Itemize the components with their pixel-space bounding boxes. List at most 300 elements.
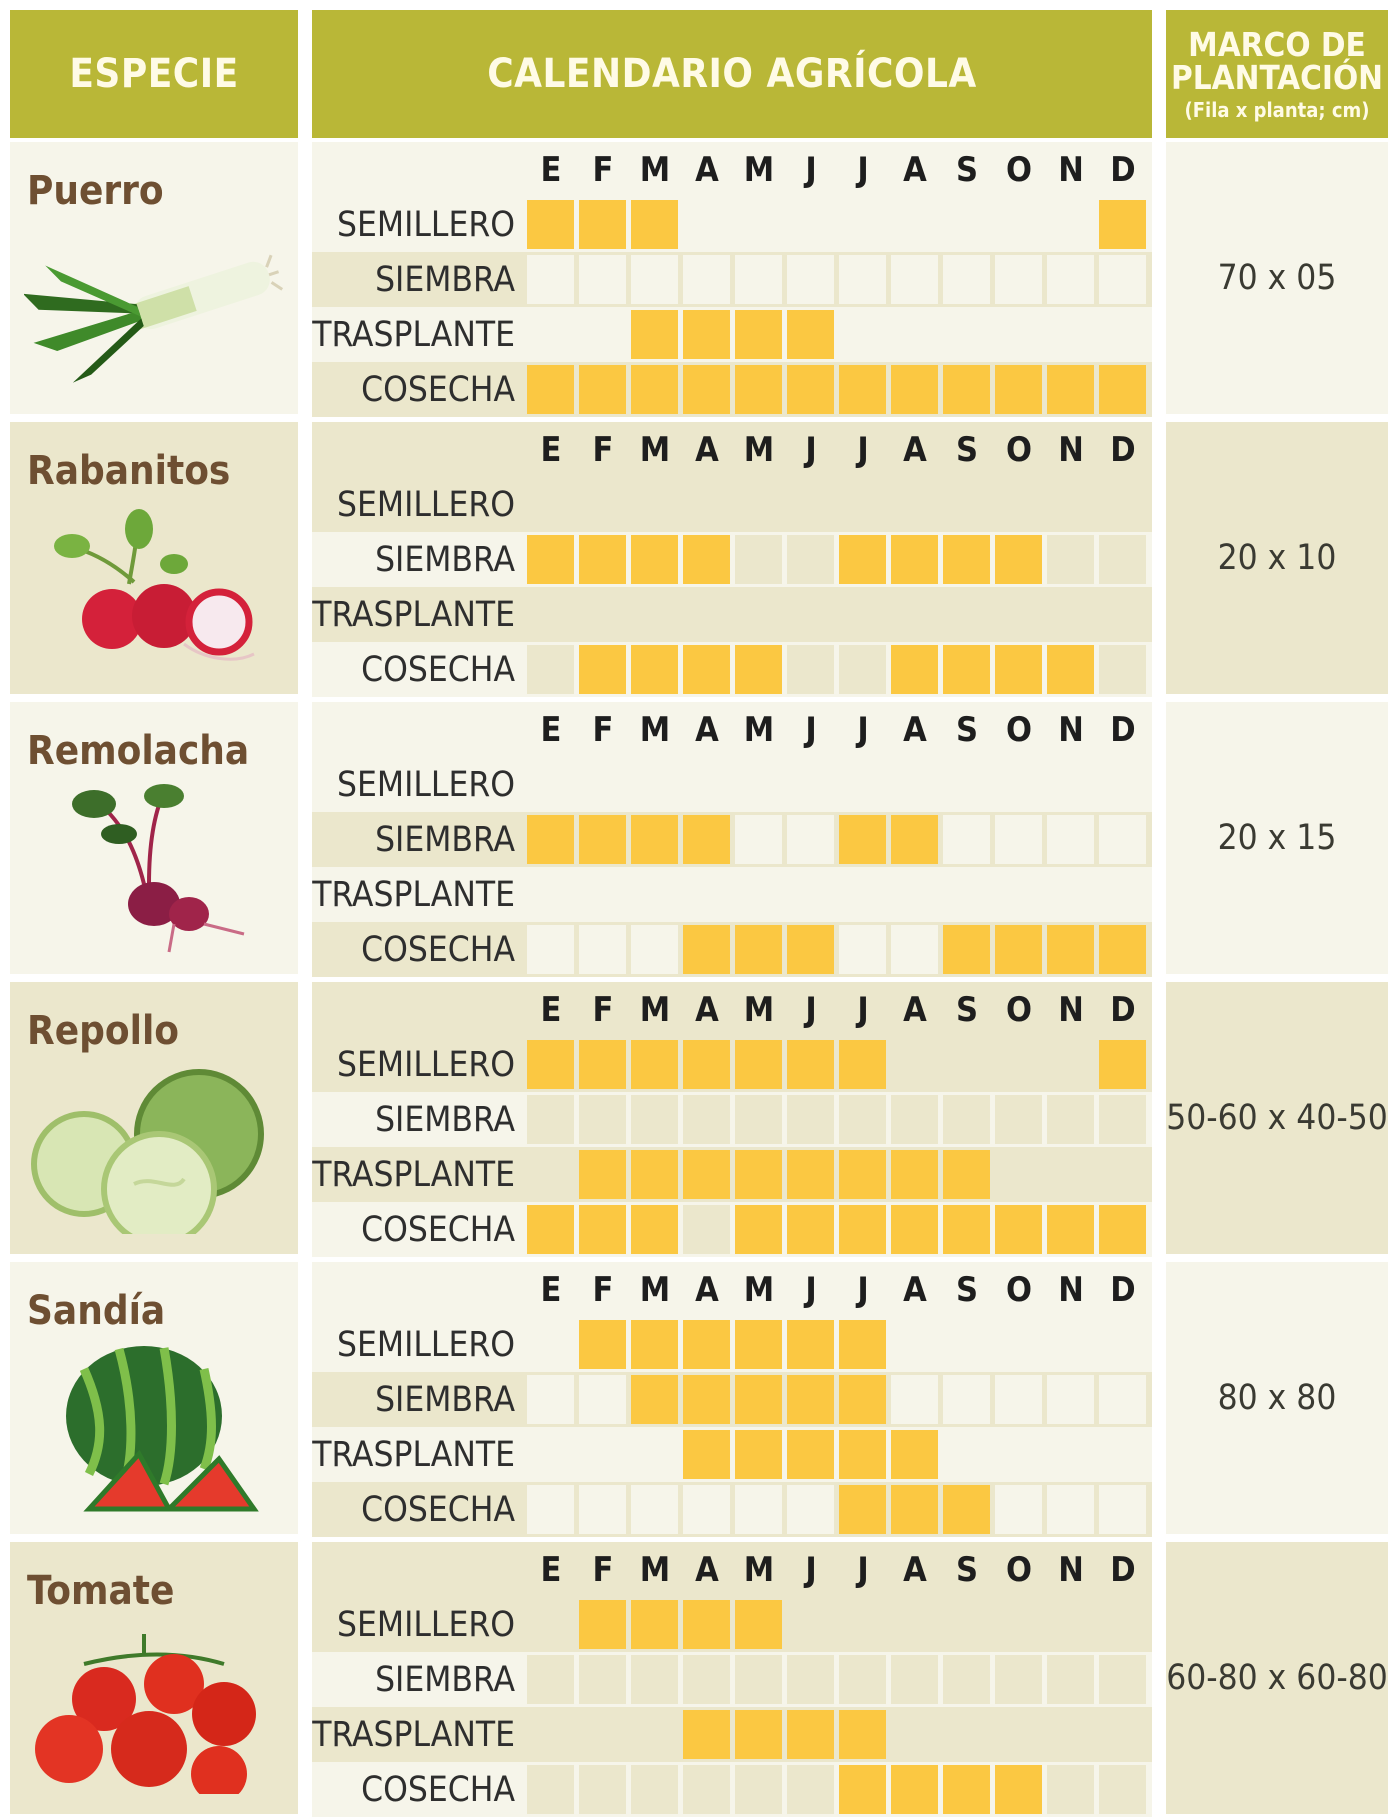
calendar-cell: [891, 1600, 938, 1649]
calendar-cell: [683, 1655, 730, 1704]
calendar-cell: [735, 815, 782, 864]
calendar-cell: [579, 925, 626, 974]
calendar-cell: [995, 925, 1042, 974]
calendar-cell: [1099, 925, 1146, 974]
species-block: [0, 422, 1399, 694]
species-block: [0, 1262, 1399, 1534]
calendar-cell: [943, 1430, 990, 1479]
month-header: F: [592, 989, 614, 1030]
calendar-cell: [1047, 645, 1094, 694]
calendar-cell: [1047, 1655, 1094, 1704]
calendar-cell: [839, 645, 886, 694]
calendar-cell: [891, 870, 938, 919]
calendar-cell: [891, 1320, 938, 1369]
stage-label: SEMILLERO: [337, 204, 515, 245]
calendar-cell: [631, 310, 678, 359]
month-header: M: [639, 1269, 671, 1310]
calendar-cell: [735, 1205, 782, 1254]
calendar-cell: [995, 1375, 1042, 1424]
calendar-cell: [787, 1655, 834, 1704]
species-cell: [10, 422, 298, 694]
calendar-cell: [683, 645, 730, 694]
calendar-cell: [1099, 1040, 1146, 1089]
month-header: M: [743, 429, 775, 470]
calendar-cell: [1047, 870, 1094, 919]
month-header: F: [592, 1269, 614, 1310]
calendar-cell: [891, 255, 938, 304]
calendar-cell: [631, 365, 678, 414]
month-header: J: [805, 709, 817, 750]
calendar-cell: [891, 365, 938, 414]
calendar-cell: [527, 1710, 574, 1759]
month-header: J: [857, 429, 869, 470]
calendar-cell: [631, 1600, 678, 1649]
calendar-cell: [683, 1150, 730, 1199]
calendar-cell: [1047, 760, 1094, 809]
month-header: J: [805, 1549, 817, 1590]
stage-label: SEMILLERO: [337, 484, 515, 525]
calendar-cell: [631, 590, 678, 639]
month-header: J: [805, 149, 817, 190]
calendar-cell: [787, 1765, 834, 1814]
calendar-cell: [787, 200, 834, 249]
calendar-cell: [735, 535, 782, 584]
calendar-cell: [1099, 760, 1146, 809]
month-header: N: [1058, 709, 1084, 750]
calendar-cell: [787, 1375, 834, 1424]
calendar-cell: [683, 1710, 730, 1759]
month-header: E: [540, 989, 562, 1030]
calendar-cell: [787, 1600, 834, 1649]
calendar-cell: [579, 365, 626, 414]
month-header: J: [857, 1269, 869, 1310]
calendar-cell: [1047, 480, 1094, 529]
calendar-cell: [527, 1205, 574, 1254]
stage-label: SIEMBRA: [375, 819, 515, 860]
calendar-cell: [579, 1710, 626, 1759]
calendar-cell: [683, 1095, 730, 1144]
month-header: M: [743, 1549, 775, 1590]
calendar-cell: [943, 815, 990, 864]
month-header: A: [903, 709, 927, 750]
calendar-cell: [787, 535, 834, 584]
stage-label: TRASPLANTE: [312, 1714, 515, 1755]
calendar-cell: [839, 760, 886, 809]
calendar-cell: [683, 1375, 730, 1424]
calendar-cell: [1099, 255, 1146, 304]
calendar-cell: [1047, 1205, 1094, 1254]
calendar-cell: [839, 1655, 886, 1704]
calendar-cell: [1099, 815, 1146, 864]
calendar-cell: [839, 1375, 886, 1424]
marco-value: 60-80 x 60-80: [1166, 1542, 1388, 1814]
month-header: A: [903, 149, 927, 190]
calendar-cell: [1099, 1430, 1146, 1479]
calendar-cell: [579, 815, 626, 864]
month-header: F: [592, 429, 614, 470]
calendar-cell: [683, 480, 730, 529]
calendar-cell: [943, 925, 990, 974]
calendar-cell: [683, 590, 730, 639]
calendar-cell: [579, 590, 626, 639]
month-header: D: [1110, 149, 1136, 190]
species-block: [0, 982, 1399, 1254]
calendar-cell: [995, 365, 1042, 414]
calendar-cell: [995, 1485, 1042, 1534]
species-cell: [10, 1262, 298, 1534]
calendar-cell: [787, 1095, 834, 1144]
calendar-cell: [1099, 645, 1146, 694]
calendar-cell: [943, 1655, 990, 1704]
calendar-cell: [943, 1320, 990, 1369]
calendar-cell: [995, 1430, 1042, 1479]
calendar-cell: [787, 1320, 834, 1369]
month-header: N: [1058, 1549, 1084, 1590]
calendar-cell: [943, 1040, 990, 1089]
calendar-cell: [735, 200, 782, 249]
calendar-cell: [579, 645, 626, 694]
calendar-cell: [995, 1655, 1042, 1704]
calendar-cell: [787, 815, 834, 864]
calendar-cell: [839, 1205, 886, 1254]
month-header: E: [540, 709, 562, 750]
calendar-cell: [683, 1485, 730, 1534]
calendar-cell: [943, 255, 990, 304]
calendar-cell: [839, 1040, 886, 1089]
calendar-cell: [631, 760, 678, 809]
calendar-cell: [787, 310, 834, 359]
calendar-cell: [631, 870, 678, 919]
calendar-cell: [1099, 870, 1146, 919]
calendar-cell: [787, 645, 834, 694]
calendar-cell: [839, 1150, 886, 1199]
calendar-cell: [943, 760, 990, 809]
calendar-cell: [787, 255, 834, 304]
calendar-cell: [735, 1375, 782, 1424]
month-header: E: [540, 149, 562, 190]
calendar-cell: [995, 870, 1042, 919]
calendar-cell: [891, 925, 938, 974]
calendar-cell: [735, 1040, 782, 1089]
calendar-cell: [683, 1320, 730, 1369]
calendar-cell: [839, 200, 886, 249]
month-header: S: [955, 1549, 979, 1590]
calendar-cell: [1099, 310, 1146, 359]
calendar-cell: [787, 365, 834, 414]
month-header: E: [540, 429, 562, 470]
calendar-cell: [943, 535, 990, 584]
month-header: M: [639, 1549, 671, 1590]
month-header: M: [743, 989, 775, 1030]
calendar-cell: [579, 1205, 626, 1254]
month-header: F: [592, 1549, 614, 1590]
stage-label: SIEMBRA: [375, 1099, 515, 1140]
month-header: N: [1058, 149, 1084, 190]
calendar-cell: [631, 1655, 678, 1704]
month-header: F: [592, 149, 614, 190]
month-header: O: [1006, 1269, 1032, 1310]
calendar-cell: [527, 1095, 574, 1144]
calendar-cell: [891, 1375, 938, 1424]
calendar-cell: [787, 480, 834, 529]
species-cell: [10, 982, 298, 1254]
calendar-cell: [839, 590, 886, 639]
calendar-cell: [943, 365, 990, 414]
calendar-cell: [683, 1040, 730, 1089]
calendar-cell: [735, 1430, 782, 1479]
calendar-cell: [995, 1150, 1042, 1199]
stage-label: TRASPLANTE: [312, 314, 515, 355]
calendar-cell: [839, 310, 886, 359]
marco-value: 70 x 05: [1166, 142, 1388, 414]
calendar-cell: [995, 535, 1042, 584]
calendar-cell: [527, 1765, 574, 1814]
month-header: O: [1006, 149, 1032, 190]
calendar-cell: [1047, 255, 1094, 304]
calendar-cell: [1099, 480, 1146, 529]
calendar-cell: [995, 1600, 1042, 1649]
calendar-cell: [1047, 1710, 1094, 1759]
stage-label: TRASPLANTE: [312, 594, 515, 635]
month-header: A: [903, 1269, 927, 1310]
calendar-cell: [683, 925, 730, 974]
calendar-cell: [943, 1205, 990, 1254]
calendar-cell: [579, 1765, 626, 1814]
calendar-cell: [787, 925, 834, 974]
month-header: S: [955, 1269, 979, 1310]
calendar-cell: [579, 480, 626, 529]
month-header: S: [955, 989, 979, 1030]
calendar-cell: [683, 870, 730, 919]
month-header: O: [1006, 1549, 1032, 1590]
calendar-cell: [631, 925, 678, 974]
calendar-cell: [631, 645, 678, 694]
calendar-cell: [579, 1655, 626, 1704]
calendar-cell: [735, 1710, 782, 1759]
month-header: F: [592, 709, 614, 750]
species-cell: [10, 1542, 298, 1814]
calendar-cell: [839, 1095, 886, 1144]
stage-label: TRASPLANTE: [312, 874, 515, 915]
calendar-cell: [527, 760, 574, 809]
species-block: [0, 702, 1399, 974]
marco-value: 20 x 10: [1166, 422, 1388, 694]
calendar-cell: [943, 1485, 990, 1534]
calendar-cell: [579, 1600, 626, 1649]
calendar-cell: [787, 760, 834, 809]
calendar-cell: [579, 1095, 626, 1144]
stage-label: COSECHA: [361, 1769, 515, 1810]
calendar-cell: [1099, 1375, 1146, 1424]
calendar-cell: [735, 1655, 782, 1704]
calendar-cell: [631, 480, 678, 529]
calendar-cell: [839, 480, 886, 529]
calendar-cell: [1099, 365, 1146, 414]
calendar-cell: [891, 535, 938, 584]
month-header: N: [1058, 429, 1084, 470]
calendar-cell: [527, 365, 574, 414]
month-header: S: [955, 429, 979, 470]
calendar-cell: [735, 645, 782, 694]
month-header: D: [1110, 709, 1136, 750]
calendar-cell: [943, 1765, 990, 1814]
calendar-cell: [891, 1430, 938, 1479]
calendar-cell: [527, 870, 574, 919]
calendar-cell: [735, 1320, 782, 1369]
calendar-cell: [1099, 1205, 1146, 1254]
month-header: M: [639, 989, 671, 1030]
calendar-cell: [1099, 1710, 1146, 1759]
calendar-cell: [891, 1150, 938, 1199]
calendar-cell: [527, 1320, 574, 1369]
stage-label: SEMILLERO: [337, 764, 515, 805]
month-header: A: [695, 1269, 719, 1310]
calendar-cell: [943, 1600, 990, 1649]
calendar-cell: [1099, 1095, 1146, 1144]
calendar-cell: [631, 1765, 678, 1814]
calendar-cell: [735, 1095, 782, 1144]
calendar-cell: [839, 1485, 886, 1534]
month-header: E: [540, 1269, 562, 1310]
month-header: A: [903, 1549, 927, 1590]
calendar-cell: [631, 1430, 678, 1479]
month-header: D: [1110, 1549, 1136, 1590]
calendar-cell: [527, 815, 574, 864]
species-block: [0, 1542, 1399, 1814]
marco-value: 20 x 15: [1166, 702, 1388, 974]
species-name: Remolacha: [27, 728, 250, 774]
calendar-cell: [735, 870, 782, 919]
header-marco-line1: MARCO DE: [1188, 25, 1366, 64]
month-header: J: [857, 989, 869, 1030]
calendar-cell: [527, 310, 574, 359]
calendar-cell: [683, 255, 730, 304]
calendar-cell: [995, 760, 1042, 809]
calendar-cell: [1099, 1320, 1146, 1369]
calendar-cell: [579, 200, 626, 249]
calendar-cell: [631, 1040, 678, 1089]
calendar-cell: [683, 1600, 730, 1649]
month-header: A: [695, 149, 719, 190]
calendar-cell: [735, 925, 782, 974]
calendar-cell: [579, 535, 626, 584]
month-header: D: [1110, 429, 1136, 470]
month-header: D: [1110, 1269, 1136, 1310]
header-calendario: CALENDARIO AGRÍCOLA: [312, 10, 1152, 138]
calendar-cell: [579, 1320, 626, 1369]
calendar-cell: [735, 1765, 782, 1814]
calendar-cell: [943, 1710, 990, 1759]
calendar-cell: [631, 1150, 678, 1199]
species-name: Tomate: [27, 1568, 175, 1614]
calendar-cell: [631, 255, 678, 304]
calendar-cell: [995, 590, 1042, 639]
calendar-cell: [631, 1485, 678, 1534]
calendar-cell: [1047, 310, 1094, 359]
calendar-cell: [683, 535, 730, 584]
calendar-cell: [891, 760, 938, 809]
calendar-cell: [735, 1150, 782, 1199]
calendar-cell: [579, 1430, 626, 1479]
calendar-cell: [943, 1150, 990, 1199]
header-marco: [1166, 10, 1388, 138]
calendar-cell: [891, 590, 938, 639]
month-header: M: [639, 149, 671, 190]
calendar-cell: [787, 1485, 834, 1534]
calendar-cell: [891, 1040, 938, 1089]
calendar-cell: [891, 1485, 938, 1534]
stage-label: SIEMBRA: [375, 539, 515, 580]
calendar-cell: [527, 255, 574, 304]
calendar-cell: [943, 200, 990, 249]
calendar-cell: [839, 365, 886, 414]
calendar-cell: [839, 925, 886, 974]
calendar-cell: [631, 200, 678, 249]
stage-label: SEMILLERO: [337, 1044, 515, 1085]
calendar-cell: [891, 1765, 938, 1814]
calendar-cell: [579, 870, 626, 919]
calendar-cell: [891, 1710, 938, 1759]
species-name: Puerro: [27, 168, 164, 214]
calendar-cell: [995, 255, 1042, 304]
month-header: M: [743, 709, 775, 750]
calendar-cell: [527, 535, 574, 584]
stage-label: SEMILLERO: [337, 1324, 515, 1365]
marco-value: 80 x 80: [1166, 1262, 1388, 1534]
calendar-cell: [995, 1320, 1042, 1369]
calendar-cell: [839, 870, 886, 919]
calendar-cell: [527, 1375, 574, 1424]
calendar-cell: [735, 310, 782, 359]
calendar-cell: [1047, 925, 1094, 974]
month-header: J: [805, 989, 817, 1030]
calendar-cell: [1047, 815, 1094, 864]
stage-label: TRASPLANTE: [312, 1434, 515, 1475]
calendar-cell: [943, 590, 990, 639]
calendar-cell: [787, 870, 834, 919]
calendar-cell: [1047, 1430, 1094, 1479]
calendar-cell: [1099, 1655, 1146, 1704]
calendar-cell: [579, 1150, 626, 1199]
month-header: J: [857, 1549, 869, 1590]
calendar-cell: [943, 310, 990, 359]
calendar-cell: [1047, 1095, 1094, 1144]
calendar-cell: [839, 1320, 886, 1369]
month-header: M: [743, 1269, 775, 1310]
month-header: D: [1110, 989, 1136, 1030]
calendar-cell: [839, 535, 886, 584]
month-header: E: [540, 1549, 562, 1590]
calendar-cell: [787, 1040, 834, 1089]
calendar-cell: [527, 1040, 574, 1089]
calendar-cell: [891, 310, 938, 359]
month-header: J: [857, 149, 869, 190]
calendar-cell: [683, 1430, 730, 1479]
calendar-cell: [943, 1095, 990, 1144]
calendar-cell: [527, 925, 574, 974]
calendar-cell: [995, 480, 1042, 529]
calendar-cell: [1047, 1320, 1094, 1369]
calendar-cell: [1099, 200, 1146, 249]
calendar-cell: [839, 1765, 886, 1814]
month-header: J: [857, 709, 869, 750]
calendar-cell: [631, 1375, 678, 1424]
calendar-cell: [631, 1095, 678, 1144]
month-header: M: [639, 429, 671, 470]
stage-label: COSECHA: [361, 1209, 515, 1250]
calendar-cell: [527, 1150, 574, 1199]
calendar-cell: [891, 480, 938, 529]
